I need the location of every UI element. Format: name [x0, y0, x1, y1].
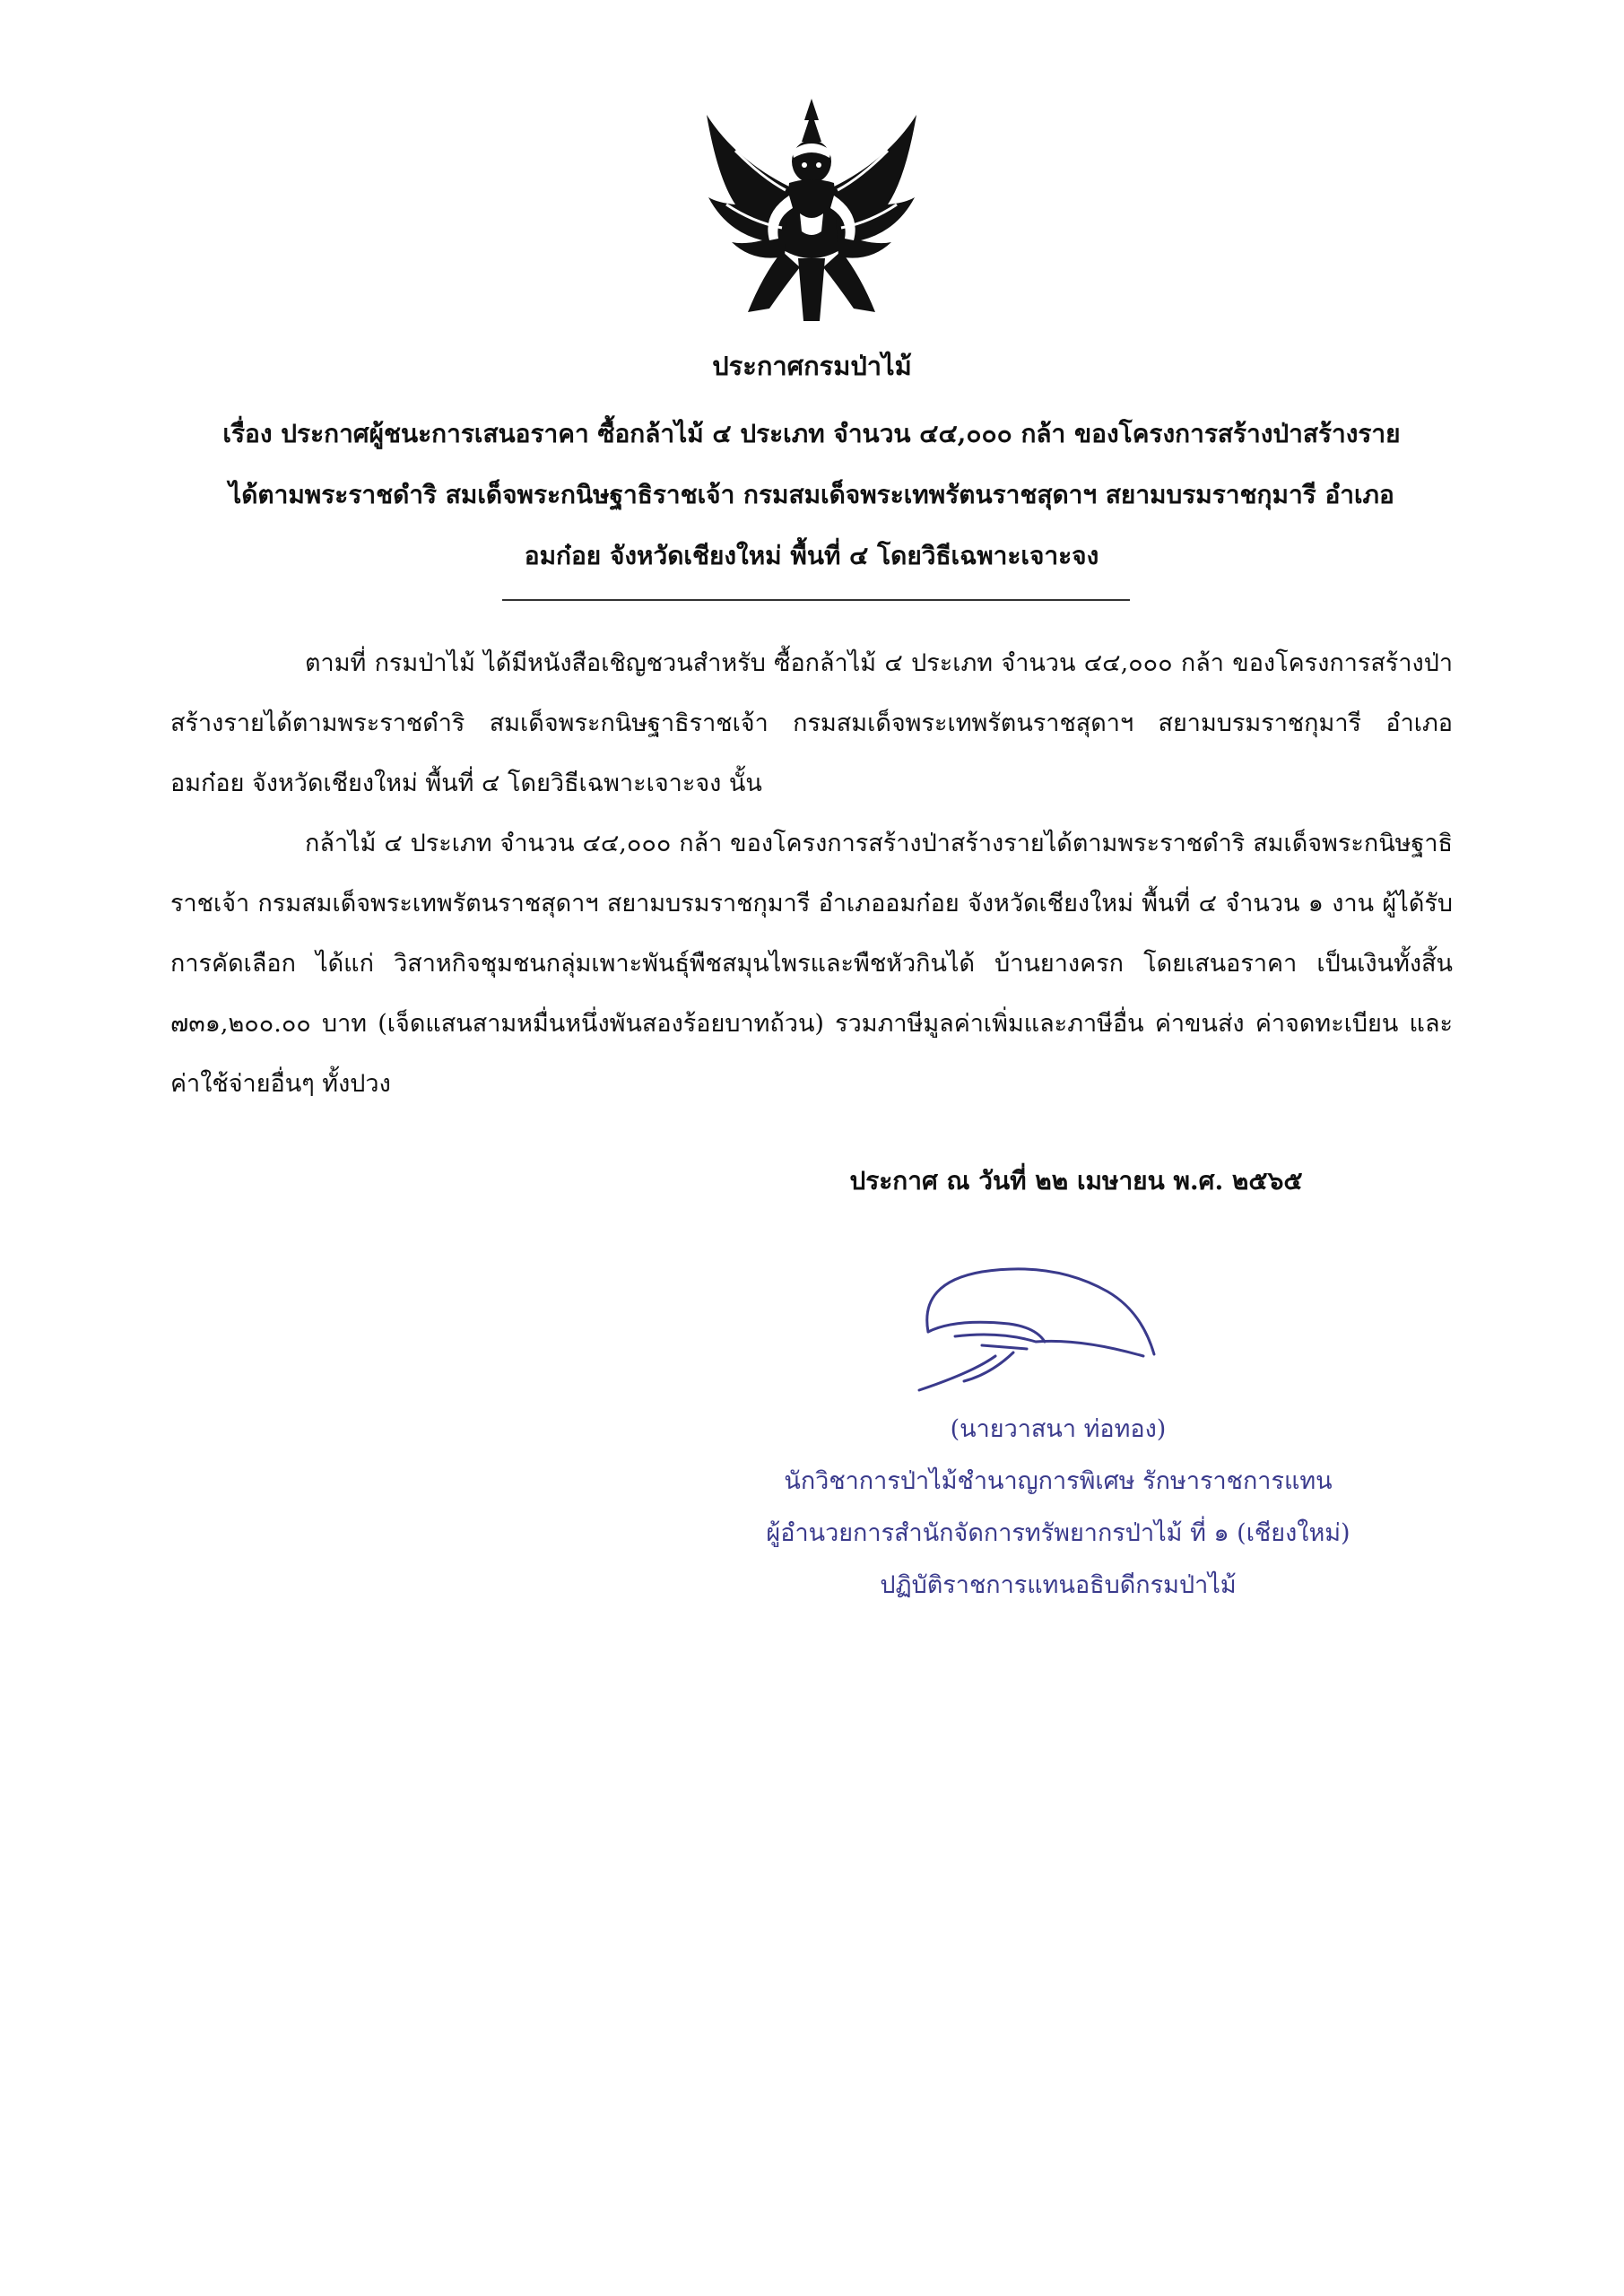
announcement-date: ประกาศ ณ วันที่ ๒๒ เมษายน พ.ศ. ๒๕๖๕	[849, 1166, 1303, 1196]
signer-position: ปฏิบัติราชการแทนอธิบดีกรมป่าไม้	[880, 1571, 1237, 1599]
subject-heading	[161, 404, 1462, 587]
heading-divider	[502, 599, 1130, 601]
signer-position: นักวิชาการป่าไม้ชำนาญการพิเศษ รักษาราชการแทน	[784, 1467, 1333, 1495]
handwritten-signature-icon	[901, 1256, 1179, 1417]
body-paragraph: ตามที่ กรมป่าไม้ ได้มีหนังสือเชิญชวนสำหรับ ซื้อกล้าไม้ ๔ ประเภท จำนวน ๔๔,๐๐๐ กล้า ของโครงการสร้างป่าสร้างรายได้ตามพระราชดำริ สมเด็จพระกนิษฐาธิราชเจ้า กรมสมเด็จพระเทพรัตนราชสุดาฯ สยามบรมราชกุมารี อำเภออมก๋อย จังหวัดเชียงใหม่ พื้นที่ ๔ โดยวิธีเฉพาะเจาะจง นั้น	[170, 649, 1453, 797]
signer-position: ผู้อำนวยการสำนักจัดการทรัพยากรป่าไม้ ที่ ๑ (เชียงใหม่)	[766, 1519, 1350, 1547]
signer-name: (นายวาสนา ท่อทอง)	[950, 1415, 1167, 1443]
document-title: ประกาศกรมป่าไม้	[712, 351, 912, 381]
document-body	[170, 633, 1453, 1114]
subject-line: เรื่อง ประกาศผู้ชนะการเสนอราคา ซื้อกล้าไม้ ๔ ประเภท จำนวน ๔๔,๐๐๐ กล้า ของโครงการสร้างป่าสร้างราย	[222, 419, 1401, 448]
body-paragraph: กล้าไม้ ๔ ประเภท จำนวน ๔๔,๐๐๐ กล้า ของโครงการสร้างป่าสร้างรายได้ตามพระราชดำริ สมเด็จพระกนิษฐาธิราชเจ้า กรมสมเด็จพระเทพรัตนราชสุดาฯ สยามบรมราชกุมารี อำเภออมก๋อย จังหวัดเชียงใหม่ พื้นที่ ๔ จำนวน ๑ งาน ผู้ได้รับการคัดเลือก ได้แก่ วิสาหกิจชุมชนกลุ่มเพาะพันธุ์พืชสมุนไพรและพืชหัวกินได้ บ้านยางครก โดยเสนอราคา เป็นเงินทั้งสิ้น ๗๓๑,๒๐๐.๐๐ บาท (เจ็ดแสนสามหมื่นหนึ่งพันสองร้อยบาทถ้วน) รวมภาษีมูลค่าเพิ่มและภาษีอื่น ค่าขนส่ง ค่าจดทะเบียน และค่าใช้จ่ายอื่นๆ ทั้งปวง	[170, 830, 1453, 1098]
subject-line: อมก๋อย จังหวัดเชียงใหม่ พื้นที่ ๔ โดยวิธีเฉพาะเจาะจง	[524, 541, 1099, 570]
garuda-emblem-icon	[699, 97, 924, 330]
subject-line: ได้ตามพระราชดำริ สมเด็จพระกนิษฐาธิราชเจ้า กรมสมเด็จพระเทพรัตนราชสุดาฯ สยามบรมราชกุมารี อำเภอ	[229, 480, 1394, 509]
signature-block	[628, 1404, 1489, 1612]
